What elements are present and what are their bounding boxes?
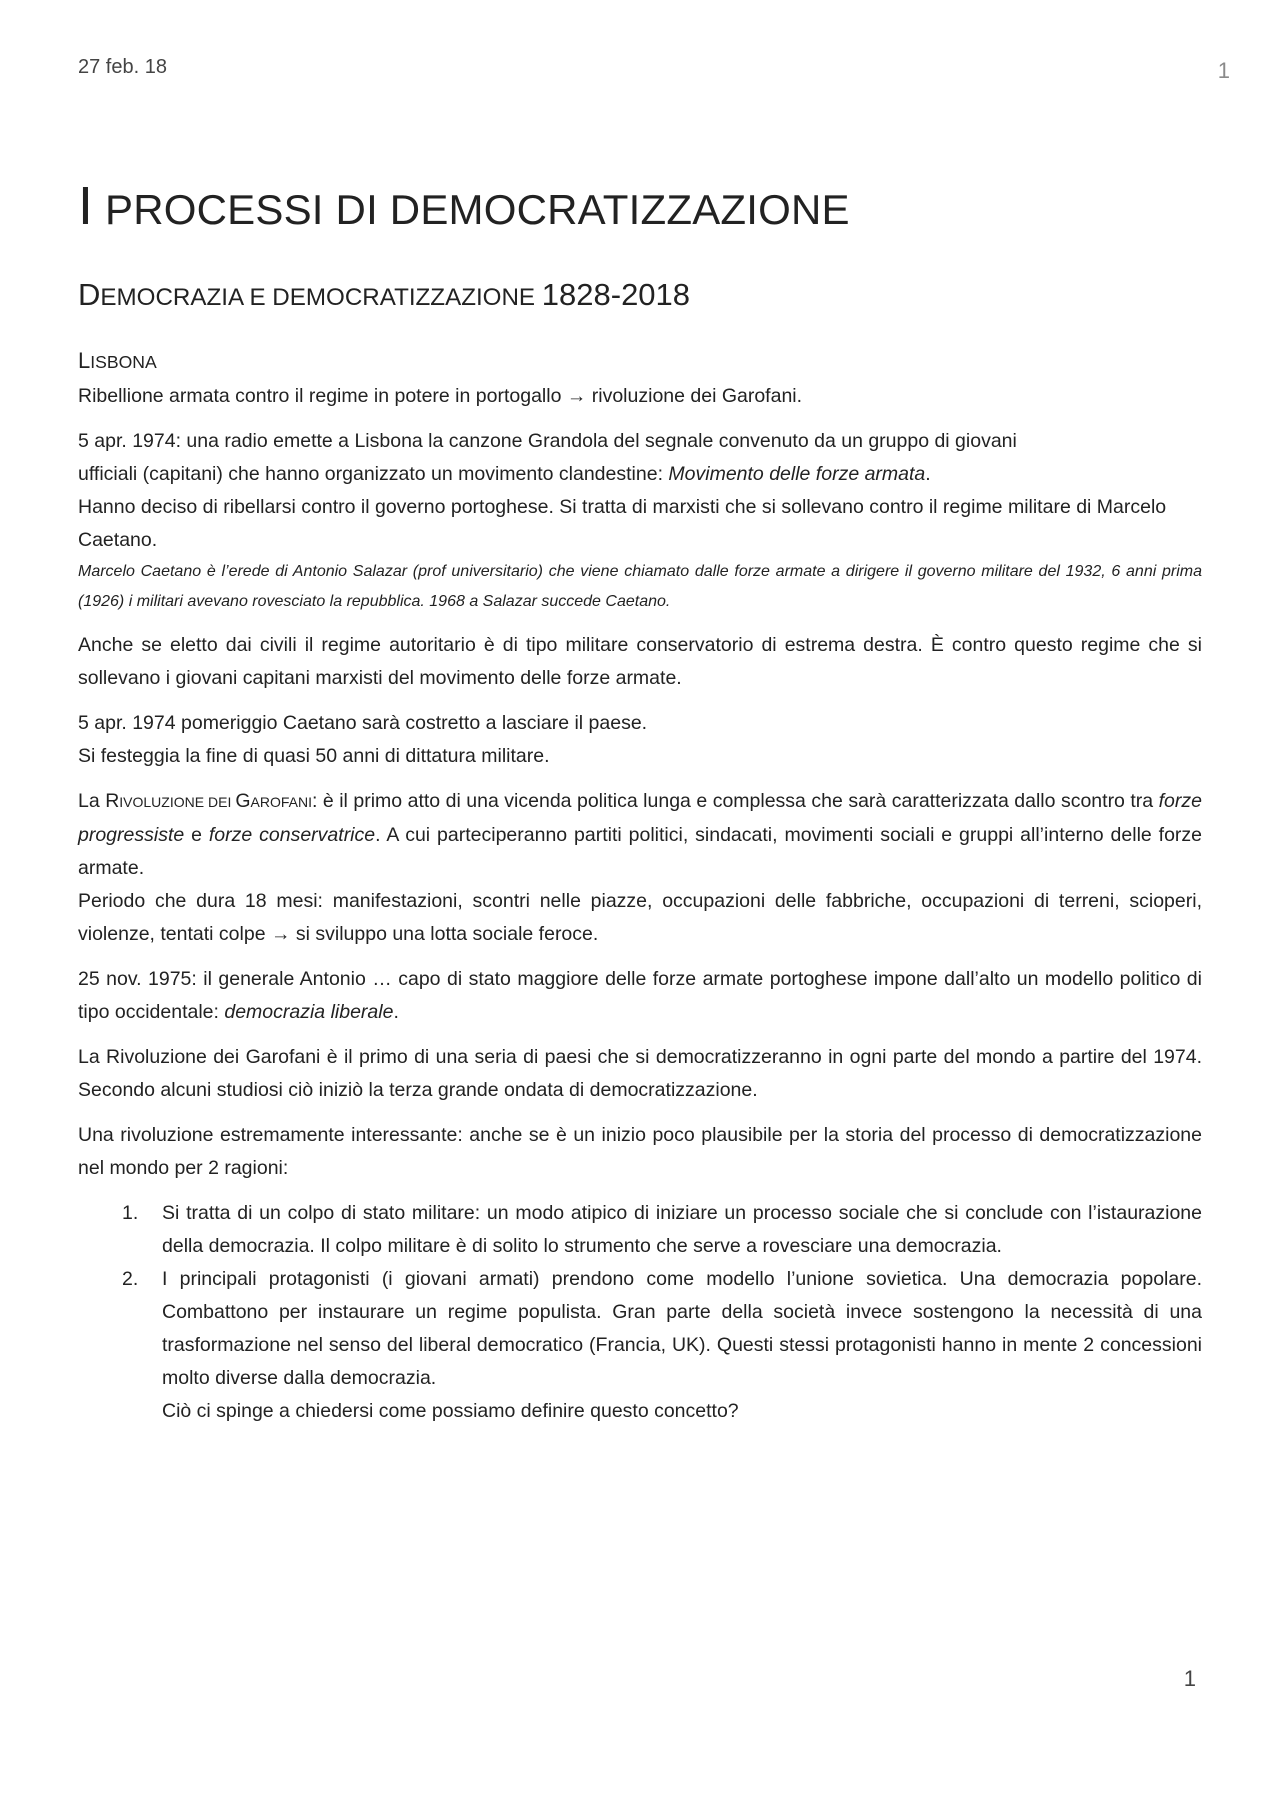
list-item <box>78 1197 1202 1263</box>
header-date: 27 feb. 18 <box>78 56 167 78</box>
p5-intro: La <box>78 789 106 812</box>
arrow-icon: → <box>270 922 291 945</box>
p2-line-a: 5 apr. 1974: una radio emette a Lisbona la canzone Grandola del segnale convenuto da un gruppo di giovani <box>78 429 1017 452</box>
list-item-number: 1. <box>122 1201 139 1224</box>
p5-g: G <box>235 789 251 812</box>
p5-t3: . A cui parteciperanno partiti politici, sindacati, movimenti sociali e gruppi all’interno delle forze armate. <box>78 823 1203 879</box>
p5-r: R <box>105 789 120 812</box>
p5-t5: si sviluppo una lotta sociale feroce. <box>290 922 599 945</box>
header-page-number: 1 <box>1217 58 1230 83</box>
title-rest: PROCESSI DI DEMOCRATIZZAZIONE <box>93 186 850 233</box>
p6-text: 25 nov. 1975: il generale Antonio … capo di stato maggiore delle forze armate portoghese impone dall’alto un modello politico di tipo occidentale: <box>78 967 1202 1023</box>
p5-i1: forze progressiste <box>78 789 1202 846</box>
document-title <box>78 176 1202 238</box>
title-initial: I <box>78 176 94 236</box>
p5-r-rest: IVOLUZIONE DEI <box>119 793 236 810</box>
p5-t2: e <box>184 823 209 846</box>
p2-italic: Movimento delle forze armata <box>668 462 926 485</box>
p2-line-b-end: . <box>925 462 931 485</box>
paragraph-5 <box>78 785 1202 951</box>
p6-italic: democrazia liberale <box>224 1000 394 1023</box>
paragraph-3: Anche se eletto dai civili il regime autoritario è di tipo militare conservatorio di estrema destra. È contro questo regime che si sollevano i giovani capitani marxisti del movimento delle forze armate. <box>78 633 1202 689</box>
p5-g-rest: AROFANI <box>250 793 312 810</box>
paragraph-4 <box>78 707 1202 773</box>
list-item-extra: Ciò ci spinge a chiedersi come possiamo definire questo concetto? <box>162 1399 739 1422</box>
p4-line-b: Si festeggia la fine di quasi 50 anni di dittatura militare. <box>78 744 550 767</box>
list-item-text: Si tratta di un colpo di stato militare: un modo atipico di iniziare un processo sociale che si conclude con l’istaurazione della democrazia. Il colpo militare è di solito lo strumento che serve a rovesciare una democrazia. <box>162 1201 1202 1257</box>
list-item-text: I principali protagonisti (i giovani armati) prendono come modello l’unione sovietica. Una democrazia popolare. Combattono per instaurare un regime populista. Gran parte della società invece sostengono la necessità di una trasformazione nel senso del liberal democratico (Francia, UK). Questi stessi protagonisti hanno in mente 2 concessioni molto diverse dalla democrazia. <box>162 1267 1202 1389</box>
heading-years: 1828-2018 <box>541 276 691 312</box>
subsection-heading <box>78 347 1202 376</box>
p6-end: . <box>393 1000 399 1023</box>
p2-line-c: Hanno deciso di ribellarsi contro il governo portoghese. Si tratta di marxisti che si sollevano contro il regime militare di Marcelo Caetano. <box>78 495 1167 551</box>
numbered-list <box>78 1197 1202 1428</box>
list-item <box>78 1263 1202 1428</box>
p5-t4: Periodo che dura 18 mesi: manifestazioni, scontri nelle piazze, occupazioni delle fabbriche, occupazioni di terreni, scioperi, violenze, tentati colpe <box>78 889 1202 945</box>
heading-initial: D <box>78 276 101 312</box>
p1-text: Ribellione armata contro il regime in potere in portogallo <box>78 384 567 407</box>
list-item-number: 2. <box>122 1267 139 1290</box>
footer-page-number: 1 <box>1183 1666 1196 1691</box>
p1-after: rivoluzione dei Garofani. <box>586 384 803 407</box>
arrow-icon: → <box>566 384 587 407</box>
subheading-rest: ISBONA <box>90 352 157 373</box>
section-heading <box>78 276 1202 313</box>
paragraph-6 <box>78 963 1202 1029</box>
p4-line-a: 5 apr. 1974 pomeriggio Caetano sarà costretto a lasciare il paese. <box>78 711 648 734</box>
p5-t1: : è il primo atto di una vicenda politica lunga e complessa che sarà caratterizzata dallo scontro tra <box>311 789 1159 812</box>
paragraph-1 <box>78 380 1202 413</box>
p2-line-b: ufficiali (capitani) che hanno organizzato un movimento clandestine: <box>78 462 669 485</box>
document-body <box>78 176 1202 1428</box>
subheading-initial: L <box>78 348 91 374</box>
note-paragraph: Marcelo Caetano è l’erede di Antonio Salazar (prof universitario) che viene chiamato dalle forze armate a dirigere il governo militare del 1932, 6 anni prima (1926) i militari avevano rovesciato la repubblica. 1968 a Salazar succede Caetano. <box>78 562 1202 610</box>
p5-i2: forze conservatrice <box>208 823 376 846</box>
paragraph-8: Una rivoluzione estremamente interessante: anche se è un inizio poco plausibile per la storia del processo di democratizzazione nel mondo per 2 ragioni: <box>78 1123 1202 1179</box>
paragraph-7: La Rivoluzione dei Garofani è il primo di una seria di paesi che si democratizzeranno in ogni parte del mondo a partire del 1974. Secondo alcuni studiosi ciò iniziò la terza grande ondata di democratizzazione. <box>78 1045 1202 1101</box>
paragraph-2 <box>78 425 1202 557</box>
heading-smallcaps: EMOCRAZIA E DEMOCRATIZZAZIONE <box>100 283 542 311</box>
